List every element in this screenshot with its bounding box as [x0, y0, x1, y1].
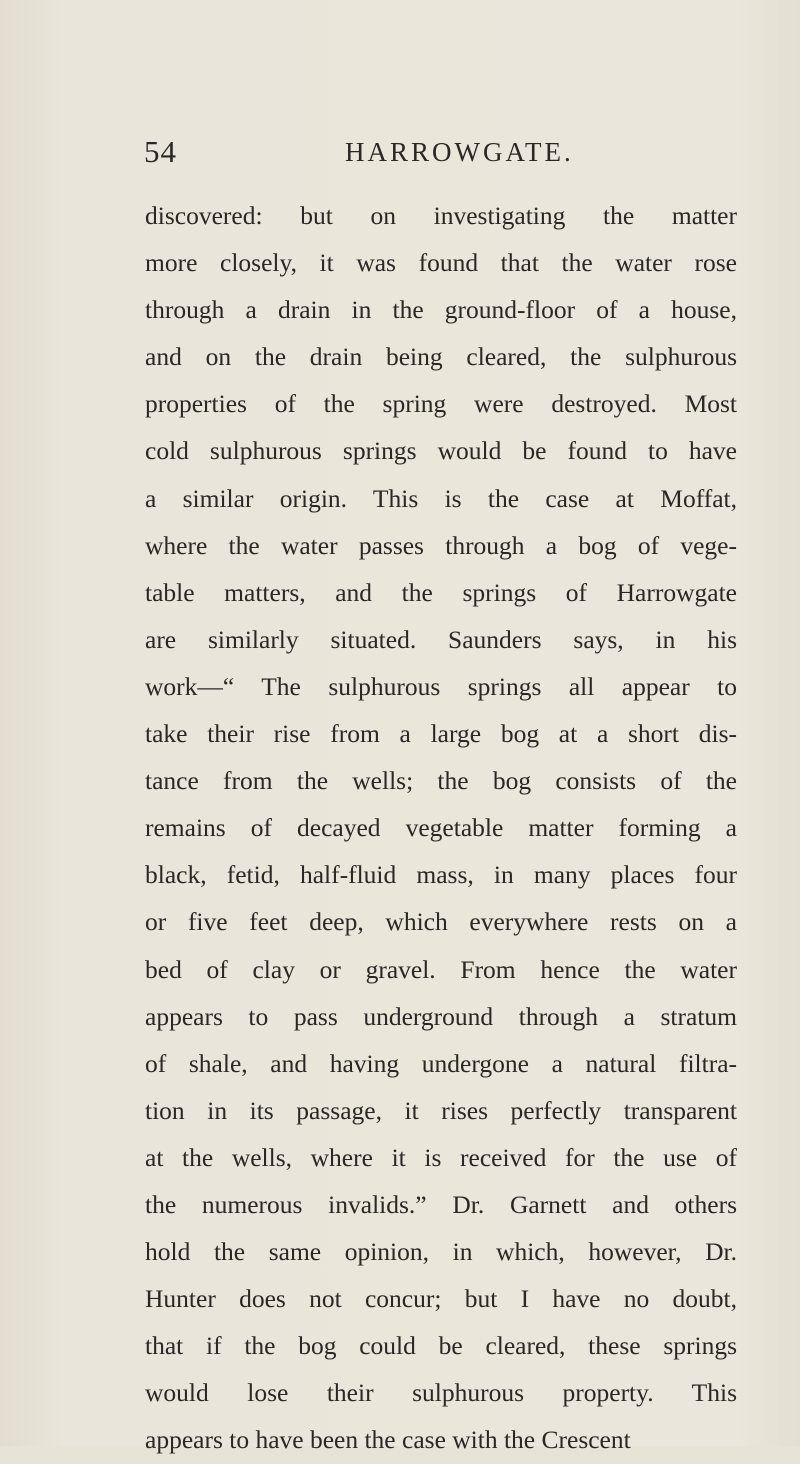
text-line: tance from the wells; the bog consists of the	[145, 766, 737, 796]
text-line: are similarly situated. Saunders says, in his	[145, 624, 737, 654]
text-line: tion in its passage, it rises perfectly transparent	[145, 1095, 737, 1125]
text-line: through a drain in the ground-floor of a house,	[145, 295, 737, 325]
text-line: would lose their sulphurous property. This	[145, 1378, 737, 1408]
text-line: the numerous invalids.” Dr. Garnett and others	[145, 1189, 737, 1219]
text-line: hold the same opinion, in which, however, Dr.	[145, 1237, 737, 1267]
text-line: of shale, and having undergone a natural filtra-	[145, 1048, 737, 1078]
text-line: or five feet deep, which everywhere rests on a	[145, 907, 737, 937]
text-line: that if the bog could be cleared, these springs	[145, 1331, 737, 1361]
text-line: black, fetid, half-fluid mass, in many places four	[145, 860, 737, 890]
page-number: 54	[144, 134, 177, 169]
text-line: appears to pass underground through a stratum	[145, 1001, 737, 1031]
text-line: discovered: but on investigating the matter	[145, 201, 737, 230]
text-line: work—“ The sulphurous springs all appear to	[145, 671, 737, 701]
running-head	[0, 132, 800, 172]
text-line: take their rise from a large bog at a short dis-	[145, 719, 737, 749]
text-line: properties of the spring were destroyed. Most	[145, 389, 737, 419]
text-line: more closely, it was found that the water rose	[145, 248, 737, 278]
text-line: bed of clay or gravel. From hence the water	[145, 954, 737, 984]
text-line: at the wells, where it is received for the use of	[145, 1142, 737, 1172]
text-line: table matters, and the springs of Harrowgate	[145, 577, 737, 607]
text-line: where the water passes through a bog of vege-	[145, 530, 737, 560]
text-line: a similar origin. This is the case at Moffat,	[145, 483, 737, 513]
text-line: Hunter does not concur; but I have no doubt,	[145, 1284, 737, 1314]
text-line: remains of decayed vegetable matter forming a	[145, 813, 737, 843]
text-line: and on the drain being cleared, the sulphurous	[145, 342, 737, 372]
text-line: cold sulphurous springs would be found to have	[145, 436, 737, 466]
running-title: HARROWGATE.	[345, 137, 574, 167]
text-line: appears to have been the case with the Crescent	[145, 1425, 631, 1455]
body-text	[145, 192, 737, 1464]
